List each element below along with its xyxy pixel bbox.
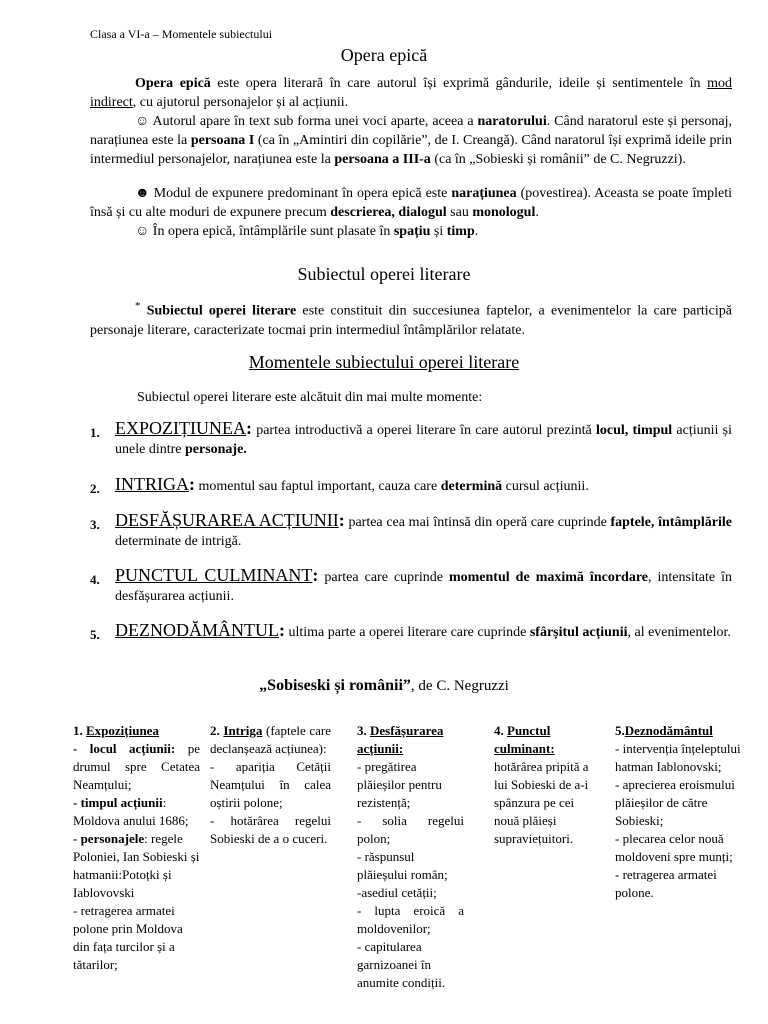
column-intriga	[210, 722, 331, 848]
col-item: - aprecierea eroismului plăieșilor de către Sobieski;	[615, 777, 735, 828]
moment-number: 5.	[90, 627, 100, 642]
moment-text-2: , intensitate în desfășurarea acțiunii.	[115, 570, 732, 604]
moment-text-2: determinate de intrigă.	[115, 534, 242, 549]
p2-bold-1: naratorului	[477, 114, 547, 129]
p3-bold-3: monologul	[472, 205, 536, 220]
work-title	[0, 677, 768, 695]
moment-number: 3.	[90, 517, 100, 532]
p3-text-1: Modul de expunere predominant în opera epică este	[149, 186, 452, 201]
subiect-paragraph	[90, 297, 732, 340]
p2-bold-2: persoana I	[190, 133, 255, 148]
p2-text-3: (ca în „Amintiri din copilărie”, de I. Creangă). Când naratorul își exprimă ideile prin intermediul personajelor, narațiunea este la	[90, 133, 732, 167]
moment-number: 2.	[90, 481, 100, 496]
col-text: - apariția Cetății Neamțului în calea oștirii polone;	[210, 759, 331, 810]
col-heading: Expozițiunea	[86, 723, 159, 738]
col-text: pe drumul spre Cetatea Neamțului;	[73, 741, 200, 792]
intro-text-1: este opera literară în care autorul își exprimă gândurile, ideile și sentimentele în	[210, 76, 708, 91]
page-header: Clasa a VI-a – Momentele subiectului	[90, 27, 273, 41]
p2-text-2: . Când naratorul este și personaj, narațiunea este la	[90, 114, 732, 148]
moment-name: DEZNODĂMÂNTUL	[115, 620, 279, 640]
smiley-icon: ☺	[135, 224, 150, 239]
col-text: : Moldova anului 1686;	[73, 795, 189, 828]
col-text: hotărârea pripită a lui Sobieski de a-i spânzura pe cei nouă plăieși supraviețuitori.	[494, 759, 589, 846]
col-item: - lupta eroică a moldovenilor;	[357, 903, 464, 936]
moment-item	[90, 511, 732, 551]
moment-bold-1: sfârșitul acțiunii	[529, 625, 628, 640]
moment-colon: :	[278, 620, 285, 640]
p2-text-4: (ca în „Sobieski și românii” de C. Negruzzi).	[430, 152, 686, 167]
col-item: - pregătirea plăieșilor pentru rezistență;	[357, 759, 442, 810]
moment-text-1: partea cea mai întinsă din operă care cuprinde	[344, 515, 611, 530]
p4-bold-2: timp	[446, 224, 475, 239]
p3-text-2: (povestirea). Aceasta se poate împleti însă și cu alte moduri de expunere precum	[90, 186, 733, 220]
spatiu-timp-paragraph	[90, 222, 732, 241]
moment-bold-1: faptele, întâmplările	[610, 515, 732, 530]
moment-bold-2: personaje.	[184, 442, 247, 457]
col-item: - capitularea garnizoanei în anumite condiții.	[357, 939, 446, 990]
moment-number: 1.	[90, 425, 100, 440]
moment-number: 4.	[90, 572, 100, 587]
moment-item	[90, 475, 732, 496]
title-momentele: Momentele subiectului operei literare	[248, 352, 520, 372]
p3-text-3: sau	[446, 205, 473, 220]
moment-name: INTRIGA	[115, 474, 189, 494]
work-title-bold: „Sobiseski și românii”	[259, 677, 411, 694]
column-desfasurarea	[357, 722, 464, 992]
col-text: : regele Poloniei, Ian Sobieski și hatmanii:Potoțki și Iablovovski	[73, 831, 200, 900]
moment-text-1: partea introductivă a operei literare în care autorul prezintă	[251, 423, 596, 438]
column-expozitiunea	[73, 722, 200, 974]
p2-text-1: Autorul apare în text sub forma unei voci aparte, aceea a	[149, 114, 478, 129]
col-label: - timpul acțiunii	[73, 795, 163, 810]
col-label: - locul acțiunii:	[73, 741, 176, 756]
moment-name: DESFĂȘURAREA ACȚIUNII	[115, 510, 339, 530]
col-number: 4.	[494, 723, 507, 738]
col-text: (faptele care declanșează acțiunea):	[210, 723, 331, 756]
p3-text-4: .	[535, 205, 539, 220]
moment-colon: :	[312, 565, 319, 585]
term-opera-epica: Opera epică	[135, 76, 211, 91]
term-subiectul: Subiectul operei literare	[146, 303, 297, 319]
moment-name: PUNCTUL CULMINANT	[115, 565, 313, 585]
p4-text-3: .	[474, 224, 479, 239]
filled-smiley-icon: ☻	[135, 186, 150, 201]
moment-item	[90, 419, 732, 459]
moment-name: EXPOZIȚIUNEA	[115, 418, 246, 438]
moment-text-1: ultima parte a operei literare care cuprinde	[284, 625, 530, 640]
p3-bold-2: descrierea, dialogul	[330, 205, 447, 220]
p4-bold-1: spațiu	[393, 224, 431, 239]
expunere-paragraph	[90, 184, 732, 222]
smiley-icon: ☺	[135, 114, 150, 129]
intro-paragraph	[90, 74, 732, 112]
col-item: - intervenția înțeleptului hatman Iablonovski;	[615, 741, 741, 774]
col-heading: Punctul culminant:	[494, 723, 555, 756]
col-item: - retragerea armatei polone.	[615, 867, 717, 900]
moment-bold-1: locul, timpul	[595, 423, 673, 438]
p4-text-2: și	[430, 224, 447, 239]
moment-text-1: partea care cuprinde	[318, 570, 449, 585]
column-deznodamantul	[615, 722, 743, 902]
narrator-paragraph	[90, 112, 732, 169]
col-heading: Intriga	[223, 723, 263, 738]
column-punctul-culminant	[494, 722, 601, 848]
moment-colon: :	[189, 474, 195, 494]
moment-text-2: cursul acțiunii.	[502, 479, 589, 494]
moment-text-1: momentul sau faptul important, cauza care	[195, 479, 441, 494]
col-number: 5.	[615, 723, 625, 738]
col-text: - retragerea armatei polone prin Moldova din fața turcilor și a tătarilor;	[73, 903, 183, 972]
work-author: , de C. Negruzzi	[410, 678, 509, 694]
col-label: - personajele	[73, 831, 145, 846]
title-opera-epica: Opera epică	[340, 45, 428, 65]
col-heading: Desfășurarea acțiunii:	[357, 723, 444, 756]
intro-text-2: , cu ajutorul personajelor și al acțiunii.	[132, 95, 349, 110]
moment-text-2: acțiunii și unele dintre	[115, 423, 732, 457]
p5-text: este constituit din succesiunea faptelor, a evenimentelor la care participă personaje literare, caracterizate tocmai prin intermediul întâmplărilor relatate.	[90, 303, 733, 338]
moment-item	[90, 621, 732, 642]
asterisk-icon: *	[135, 300, 141, 312]
col-item: - plecarea celor nouă moldoveni spre munți;	[615, 831, 733, 864]
momente-intro: Subiectul operei literare este alcătuit din mai multe momente:	[137, 390, 483, 405]
p4-text-1: În opera epică, întâmplările sunt plasate în	[149, 224, 394, 239]
title-subiectul: Subiectul operei literare	[297, 264, 471, 284]
p2-bold-3: persoana a III-a	[334, 152, 431, 167]
moment-bold-1: momentul de maximă încordare	[448, 570, 648, 585]
moment-text-2: , al evenimentelor.	[627, 625, 731, 640]
col-number: 1.	[73, 723, 86, 738]
term-mod-indirect: mod indirect	[90, 76, 732, 110]
moment-colon: :	[338, 510, 345, 530]
col-number: 2.	[210, 723, 224, 738]
p3-bold-1: narațiunea	[451, 186, 517, 201]
col-text: - hotărârea regelui Sobieski de a o cuceri.	[210, 813, 331, 846]
moment-bold-1: determină	[440, 479, 503, 494]
col-item: -asediul cetății;	[357, 885, 437, 900]
moment-colon: :	[245, 418, 252, 438]
col-number: 3.	[357, 723, 370, 738]
col-item: - răspunsul plăieșului român;	[357, 849, 448, 882]
col-item: - solia regelui polon;	[357, 813, 464, 846]
col-heading: Deznodământul	[624, 723, 713, 738]
moment-item	[90, 566, 732, 606]
